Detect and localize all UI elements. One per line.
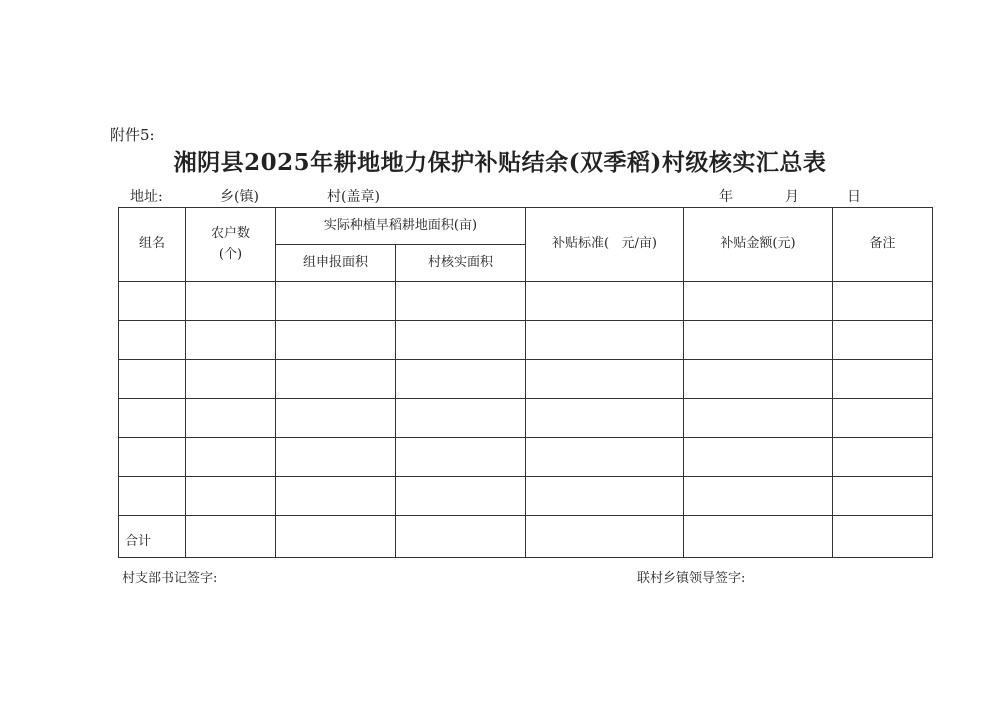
table-cell[interactable] xyxy=(526,477,684,516)
village-secretary-signature-label: 村支部书记签字: xyxy=(122,571,218,586)
header-standard: 补贴标准( 元/亩) xyxy=(526,208,684,282)
table-row xyxy=(119,477,933,516)
total-cell[interactable] xyxy=(186,516,276,558)
table-cell[interactable] xyxy=(526,438,684,477)
total-cell[interactable] xyxy=(684,516,833,558)
table-cell[interactable] xyxy=(526,321,684,360)
table-cell[interactable] xyxy=(684,399,833,438)
table-cell[interactable] xyxy=(186,399,276,438)
header-row-1 xyxy=(119,208,933,245)
table-cell[interactable] xyxy=(119,477,186,516)
village-label: 村(盖章) xyxy=(327,189,380,205)
table-cell[interactable] xyxy=(186,438,276,477)
table-cell[interactable] xyxy=(526,282,684,321)
township-label: 乡(镇) xyxy=(220,189,259,205)
table-row xyxy=(119,321,933,360)
table-row xyxy=(119,360,933,399)
table-cell[interactable] xyxy=(526,360,684,399)
table-cell[interactable] xyxy=(833,360,933,399)
table-cell[interactable] xyxy=(684,360,833,399)
table-row xyxy=(119,399,933,438)
table-cell[interactable] xyxy=(119,438,186,477)
address-label: 地址: xyxy=(130,189,163,205)
table-cell[interactable] xyxy=(833,399,933,438)
total-label: 合计 xyxy=(119,516,186,558)
day-label: 日 xyxy=(847,189,861,205)
table-cell[interactable] xyxy=(276,477,396,516)
table-cell[interactable] xyxy=(684,477,833,516)
table-cell[interactable] xyxy=(684,321,833,360)
header-area-reported: 组申报面积 xyxy=(276,245,396,282)
total-cell[interactable] xyxy=(526,516,684,558)
table-cell[interactable] xyxy=(396,399,526,438)
table-cell[interactable] xyxy=(833,321,933,360)
attachment-label: 附件5: xyxy=(110,126,155,144)
month-label: 月 xyxy=(785,189,799,205)
header-amount: 补贴金额(元) xyxy=(684,208,833,282)
total-cell[interactable] xyxy=(833,516,933,558)
header-area-group: 实际种植早稻耕地面积(亩) xyxy=(276,208,526,245)
table-cell[interactable] xyxy=(396,438,526,477)
table-cell[interactable] xyxy=(186,321,276,360)
table-row xyxy=(119,282,933,321)
year-label: 年 xyxy=(719,189,733,205)
table-cell[interactable] xyxy=(833,438,933,477)
table-cell[interactable] xyxy=(396,360,526,399)
table-cell[interactable] xyxy=(396,477,526,516)
table-cell[interactable] xyxy=(276,438,396,477)
header-area-verified: 村核实面积 xyxy=(396,245,526,282)
table-cell[interactable] xyxy=(396,321,526,360)
table-cell[interactable] xyxy=(119,360,186,399)
table-cell[interactable] xyxy=(186,282,276,321)
table-cell[interactable] xyxy=(186,360,276,399)
table-row xyxy=(119,438,933,477)
township-leader-signature-label: 联村乡镇领导签字: xyxy=(637,571,746,586)
header-remarks: 备注 xyxy=(833,208,933,282)
table-cell[interactable] xyxy=(119,282,186,321)
summary-table xyxy=(118,207,933,558)
table-cell[interactable] xyxy=(276,282,396,321)
table-cell[interactable] xyxy=(526,399,684,438)
table-cell[interactable] xyxy=(119,321,186,360)
header-households: 农户数 (个) xyxy=(186,208,276,282)
total-row xyxy=(119,516,933,558)
table-cell[interactable] xyxy=(186,477,276,516)
table-cell[interactable] xyxy=(684,438,833,477)
table-cell[interactable] xyxy=(833,282,933,321)
header-group-name: 组名 xyxy=(119,208,186,282)
table-cell[interactable] xyxy=(276,399,396,438)
page-title: 湘阴县2025年耕地地力保护补贴结余(双季稻)村级核实汇总表 xyxy=(173,149,827,176)
table-cell[interactable] xyxy=(833,477,933,516)
table-cell[interactable] xyxy=(276,360,396,399)
table-cell[interactable] xyxy=(276,321,396,360)
total-cell[interactable] xyxy=(396,516,526,558)
table-cell[interactable] xyxy=(396,282,526,321)
table-cell[interactable] xyxy=(684,282,833,321)
table-cell[interactable] xyxy=(119,399,186,438)
total-cell[interactable] xyxy=(276,516,396,558)
